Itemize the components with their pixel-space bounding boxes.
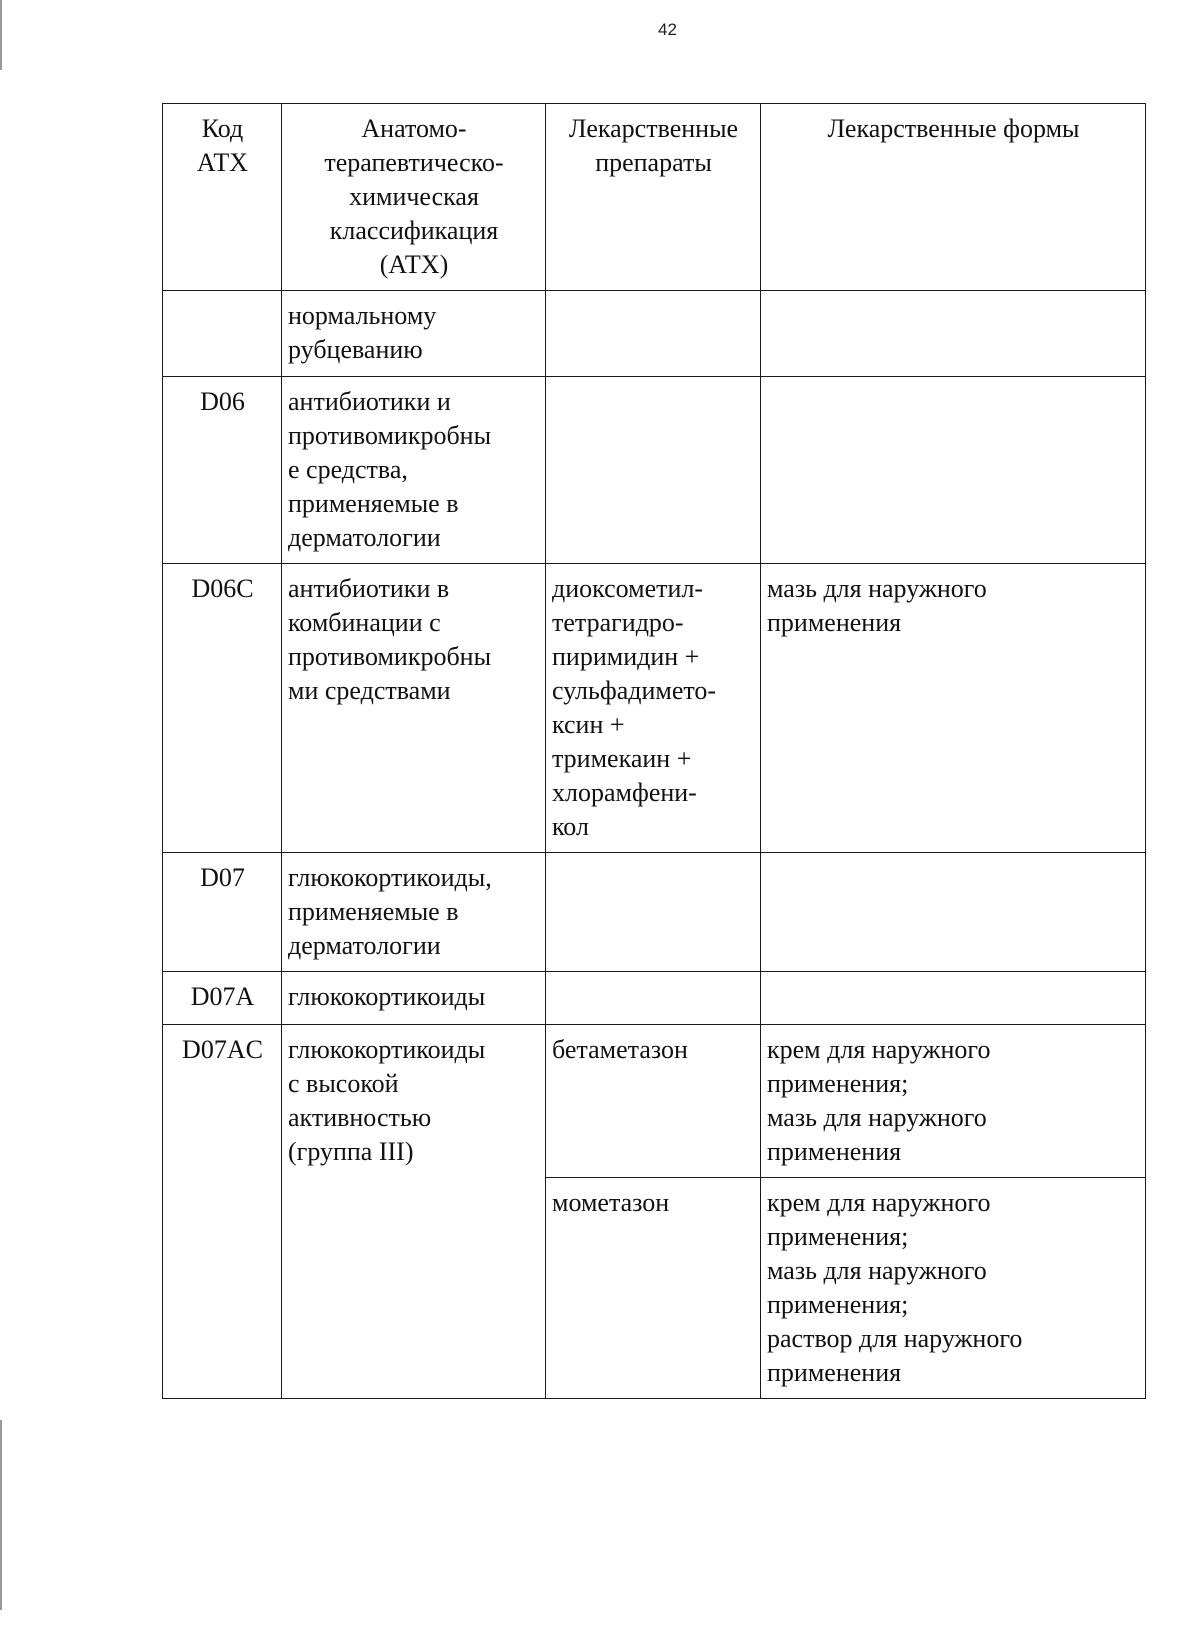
cell-forms [761, 377, 1146, 564]
table-row [163, 377, 1146, 564]
cell-forms [761, 853, 1146, 972]
cell-code: D07A [163, 972, 282, 1025]
table-row [163, 972, 1146, 1025]
cell-atx: антибиотики в комбинации с противомикробны ми средствами [282, 564, 546, 853]
cell-drugs [546, 291, 761, 377]
cell-atx: глюкокортикоиды [282, 972, 546, 1025]
cell-drugs: диоксометил- тетрагидро- пиримидин + сульфадимето- ксин + тримекаин + хлорамфени- кол [546, 564, 761, 853]
page-number: 42 [658, 20, 677, 39]
cell-atx: антибиотики и противомикробны е средства, применяемые в дерматологии [282, 377, 546, 564]
cell-drugs: бетаметазон [546, 1025, 761, 1178]
cell-atx: нормальному рубцеванию [282, 291, 546, 377]
cell-forms [761, 972, 1146, 1025]
cell-atx: глюкокортикоиды, применяемые в дерматологии [282, 853, 546, 972]
cell-forms [761, 291, 1146, 377]
atx-table [162, 103, 1146, 1399]
cell-code: D06 [163, 377, 282, 564]
cell-forms: крем для наружного применения; мазь для наружного применения; раствор для наружного применения [761, 1178, 1146, 1399]
cell-drugs: мометазон [546, 1178, 761, 1399]
cell-forms: крем для наружного применения; мазь для наружного применения [761, 1025, 1146, 1178]
cell-code: D06C [163, 564, 282, 853]
header-drugs: Лекарственные препараты [546, 104, 761, 291]
cell-atx: глюкокортикоиды с высокой активностью (группа III) [282, 1025, 546, 1399]
header-code: Код АТХ [163, 104, 282, 291]
cell-drugs [546, 853, 761, 972]
table-row [163, 1025, 1146, 1178]
header-dosage-forms: Лекарственные формы [761, 104, 1146, 291]
table-row [163, 853, 1146, 972]
table-header-row [163, 104, 1146, 291]
cell-drugs [546, 377, 761, 564]
cell-drugs [546, 972, 761, 1025]
table-row [163, 564, 1146, 853]
cell-code [163, 291, 282, 377]
cell-code: D07AC [163, 1025, 282, 1399]
cell-forms: мазь для наружного применения [761, 564, 1146, 853]
header-atx-classification: Анатомо- терапевтическо- химическая классификация (АТХ) [282, 104, 546, 291]
cell-code: D07 [163, 853, 282, 972]
table-row [163, 291, 1146, 377]
scan-edge-mark [0, 0, 2, 70]
scan-edge-mark [0, 1420, 2, 1610]
